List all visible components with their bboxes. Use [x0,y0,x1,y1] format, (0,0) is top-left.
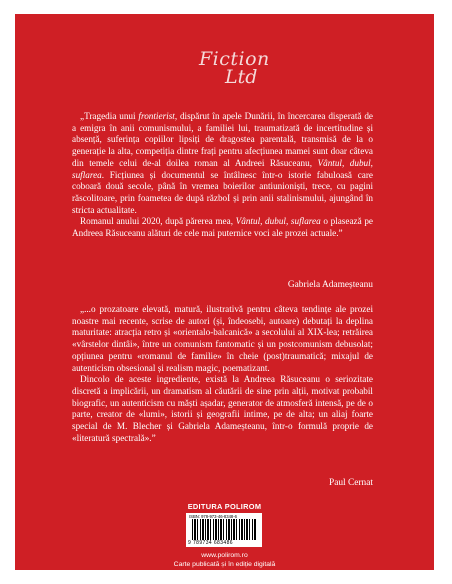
quote1-text: o plasează pe Andreea Răsuceanu alături de cele mai puternice voci ale prozei actuale.” [72,216,373,239]
quote1-text: Romanul anului 2020, după părerea mea, [80,216,236,227]
blurb-quote-2 [72,304,373,444]
quote1-text: „Tragedia unui [80,111,139,121]
barcode-digits: 9 789734 683486 [188,540,233,546]
publisher-website: www.polirom.ro [201,552,248,559]
quote1-text: . Ficțiunea și documentul se întâlnesc într-o istorie fabuloasă care coboară două secole, până în vremea boierilor antiunioniști, trece, cu pagini răscolitoare, prin foametea de după războI și prin anii stalinismului, ajungând în stricta actualitate. [72,169,373,215]
quote2-paragraph2: Dincolo de aceste ingrediente, există la Andreea Răsuceanu o seriozitate discretă a implicării, un dramatism al căutării de sine prin alții, motivat probabil biografic, un autenticism cu măști așadar, generator de atmosferă intensă, pe de o parte, creator de «lumi», istorii și geografii intime, pe de alta; un aliaj foarte special de M. Blecher și Gabriela Adameșteanu, într-o formulă proprie de «literatură spectrală».” [72,374,373,443]
quote1-author: Gabriela Adameșteanu [287,280,373,290]
quote2-author: Paul Cernat [328,478,373,488]
quote1-text: , dispărut în apele Dunării, în încercarea disperată de a emigra în anii comunismului, a familiei lui, traumatizată de incertitudine și absență, suferința copiilor lipsiți de dragostea parentală, transmisă de la o generație la alta, competiția dintre frați pentru afecțiunea mamei sunt doar câteva din temele celui de-al doilea roman al Andreei Răsuceanu, [72,111,373,168]
logo-line1: Fiction [199,48,270,70]
quote1-paragraph2 [72,216,373,239]
barcode-bars [192,519,256,540]
isbn-text: ISBN: 978-973-46-8348-6 [189,514,237,519]
quote1-book-title: Vântul, dubul, suflarea [72,157,373,180]
quote1-paragraph1 [72,111,373,216]
fiction-ltd-logo [199,48,275,96]
quote1-book-title: Vântul, dubul, suflarea [235,216,321,227]
quote1-emphasis: frontierist [138,111,175,121]
digital-edition-note: Carte publicată și în ediție digitală [173,561,276,568]
blurb-quote-1 [72,111,373,240]
logo-line2: Ltd [225,66,258,88]
isbn-barcode [186,513,262,547]
book-back-cover [15,14,434,570]
quote2-paragraph1: „...o prozatoare elevată, matură, ilustrativă pentru câteva tendințe ale prozei noastre mai recente, scrise de autori (și, îndeosebi, autoare) debutați la deplina maturitate: atracția retro și «orientalo-balcanică» a secolului al XIX-lea; retrăirea «vârstelor dintâi», între un comunism fantomatic și un postcomunism debusolat; opțiunea pentru «romanul de familie» în cheie (post)traumatică; mixajul de autenticism obsesional și realism magic, poematizant. [72,304,373,373]
publisher-name: EDITURA POLIROM [187,502,262,511]
